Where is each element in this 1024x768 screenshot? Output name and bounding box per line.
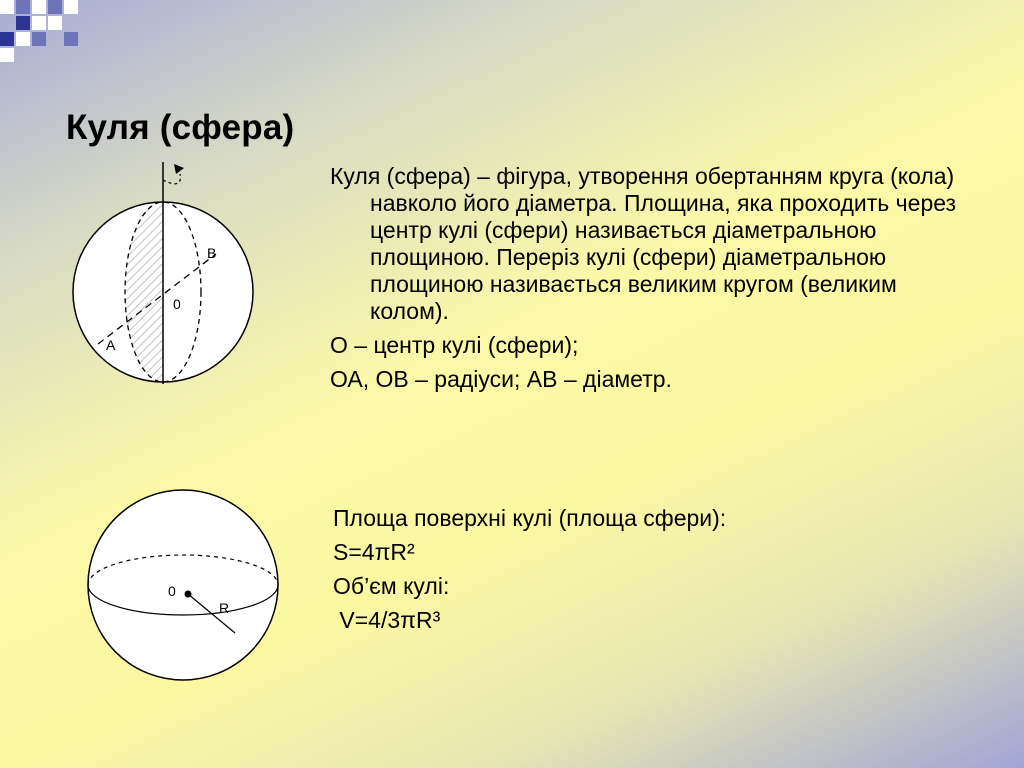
volume-label: Об’єм кулі: — [333, 573, 450, 599]
area-formula: S=4πR² — [333, 539, 415, 565]
label-r: R — [219, 600, 230, 616]
center-definition: О – центр кулі (сфери); — [330, 332, 579, 358]
sphere-outline — [88, 490, 278, 680]
sphere-radius-diagram — [82, 488, 288, 684]
definition-block — [330, 163, 970, 393]
area-label: Площа поверхні кулі (площа сфери): — [333, 505, 727, 531]
rotation-arrow — [163, 174, 180, 184]
sphere-definition: Куля (сфера) – фігура, утворення обертанням круга (кола) навколо його діаметра. Площина, яка проходить через центр кулі (сфери) називається діаметральною площиною. Переріз кулі (сфери) діаметральною площиною називається великим кругом (великим колом). — [330, 163, 957, 324]
rotation-arrowhead — [174, 164, 184, 174]
label-b: B — [207, 245, 217, 261]
label-o: 0 — [168, 583, 176, 599]
formula-block — [333, 503, 726, 639]
corner-decoration — [0, 0, 90, 62]
radii-definition: ОА, ОВ – радіуси; АВ – діаметр. — [330, 366, 672, 392]
label-a: A — [106, 337, 116, 353]
volume-formula: V=4/3πR³ — [333, 607, 441, 633]
sphere-rotation-diagram — [70, 152, 270, 392]
slide-title: Куля (сфера) — [66, 108, 295, 147]
label-o: 0 — [173, 296, 181, 312]
